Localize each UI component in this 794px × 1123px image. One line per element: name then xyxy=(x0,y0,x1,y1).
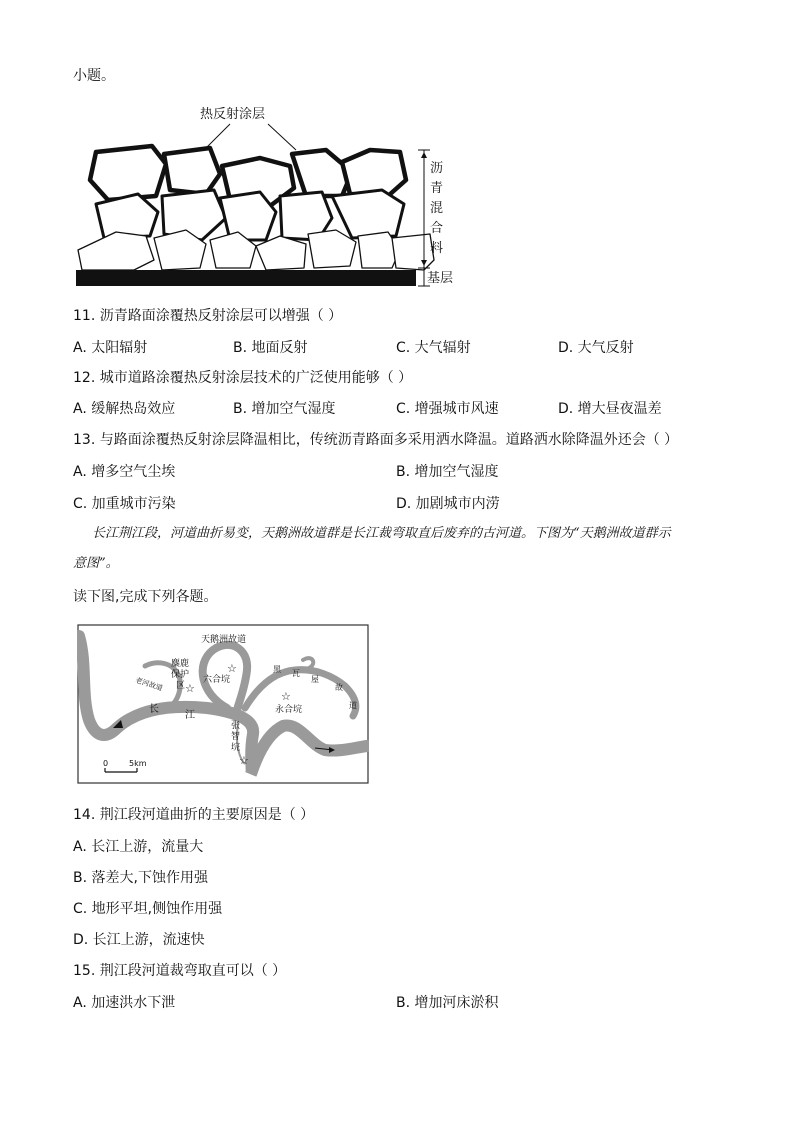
q13-option-a[interactable]: A. 增多空气尘埃 xyxy=(73,464,176,480)
q13-option-d[interactable]: D. 加剧城市内涝 xyxy=(396,496,500,512)
asphalt-label-1: 沥 xyxy=(430,161,444,176)
question-13-stem: 13. 与路面涂覆热反射涂层降温相比，传统沥青路面多采用洒水降温。道路洒水除降温外还会（ ） xyxy=(73,432,679,448)
tianezhou-map xyxy=(77,624,369,784)
map-title: 天鹅洲故道 xyxy=(201,635,247,645)
changjiang-label-1: 长 xyxy=(149,704,159,715)
asphalt-pavement-figure xyxy=(70,100,470,295)
question-12-stem: 12. 城市道路涂覆热反射涂层技术的广泛使用能够（ ） xyxy=(73,370,413,386)
zhangzhi-label-3: 垸 xyxy=(231,743,241,753)
svg-text:☆: ☆ xyxy=(281,690,291,703)
q14-option-d[interactable]: D. 长江上游，流速快 xyxy=(73,932,205,948)
scale-value: 5km xyxy=(129,759,147,768)
asphalt-label-3: 混 xyxy=(430,201,444,216)
continued-text: 小题。 xyxy=(73,68,115,84)
q13-option-b[interactable]: B. 增加空气湿度 xyxy=(396,464,499,480)
zhangzhi-label-2: 智 xyxy=(231,732,241,742)
asphalt-label-5: 料 xyxy=(430,241,444,256)
asphalt-label-4: 合 xyxy=(430,221,444,236)
svg-text:☆: ☆ xyxy=(239,754,249,767)
q15-option-b[interactable]: B. 增加河床淤积 xyxy=(396,995,499,1011)
base-label: 基层 xyxy=(427,271,454,286)
reserve-label-3: 区 xyxy=(176,681,186,691)
q14-option-c[interactable]: C. 地形平坦,侧蚀作用强 xyxy=(73,901,223,917)
instruction: 读下图,完成下列各题。 xyxy=(73,589,218,605)
passage-line-2: 意图”。 xyxy=(73,556,119,571)
question-15-stem: 15. 荆江段河道裁弯取直可以（ ） xyxy=(73,963,287,979)
question-11-stem: 11. 沥青路面涂覆热反射涂层可以增强（ ） xyxy=(73,308,343,324)
q13-option-c[interactable]: C. 加重城市污染 xyxy=(73,496,176,512)
q11-option-c[interactable]: C. 大气辐射 xyxy=(396,340,471,356)
q12-option-a[interactable]: A. 缓解热岛效应 xyxy=(73,401,176,417)
q11-option-d[interactable]: D. 大气反射 xyxy=(558,340,634,356)
svg-text:☆: ☆ xyxy=(185,682,195,695)
reserve-label-1: 麋鹿 xyxy=(171,659,190,669)
q11-option-b[interactable]: B. 地面反射 xyxy=(233,340,308,356)
heiwawu-label-1: 黑 xyxy=(273,665,281,674)
q11-option-a[interactable]: A. 太阳辐射 xyxy=(73,340,148,356)
q12-option-d[interactable]: D. 增大昼夜温差 xyxy=(558,401,662,417)
heiwawu-label-5: 道 xyxy=(349,701,357,710)
passage-line-1: 长江荆江段，河道曲折易变，天鹅洲故道群是长江裁弯取直后废弃的古河道。下图为“天鹅洲故道群示 xyxy=(92,526,671,541)
yonghe-label: 永合垸 xyxy=(275,705,303,715)
q14-option-a[interactable]: A. 长江上游，流量大 xyxy=(73,839,204,855)
svg-text:☆: ☆ xyxy=(227,662,237,675)
heiwawu-label-4: 故 xyxy=(335,683,343,692)
q15-option-a[interactable]: A. 加速洪水下泄 xyxy=(73,995,176,1011)
reserve-label-2: 保护 xyxy=(171,670,190,680)
question-14-stem: 14. 荆江段河道曲折的主要原因是（ ） xyxy=(73,807,315,823)
laohe-label: 老河故道 xyxy=(134,676,164,693)
q12-option-b[interactable]: B. 增加空气湿度 xyxy=(233,401,336,417)
scale-zero: 0 xyxy=(103,759,109,768)
asphalt-label-2: 青 xyxy=(430,181,444,196)
liuhe-label: 六合垸 xyxy=(203,675,231,685)
coating-label: 热反射涂层 xyxy=(200,107,266,122)
zhangzhi-label-1: 张 xyxy=(231,721,241,731)
q12-option-c[interactable]: C. 增强城市风速 xyxy=(396,401,499,417)
changjiang-label-2: 江 xyxy=(185,710,195,721)
q14-option-b[interactable]: B. 落差大,下蚀作用强 xyxy=(73,870,208,886)
heiwawu-label-3: 屋 xyxy=(311,675,319,684)
heiwawu-label-2: 瓦 xyxy=(292,669,300,678)
